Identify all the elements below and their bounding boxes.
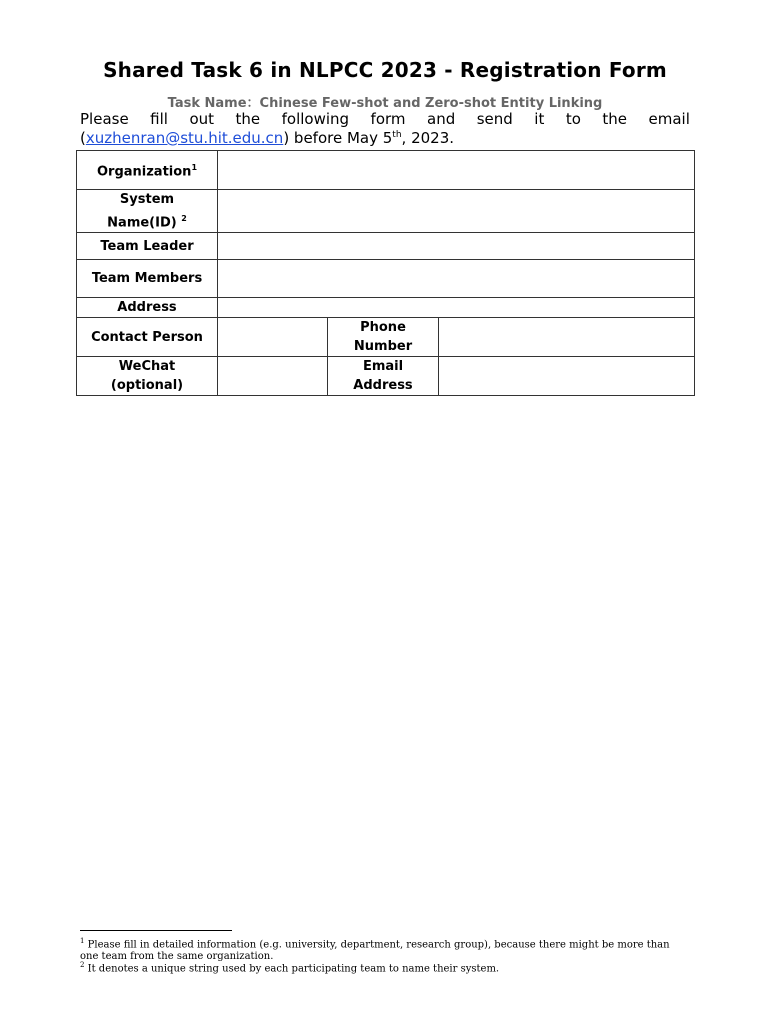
intro-word: it: [534, 110, 545, 128]
email-link[interactable]: xuzhenran@stu.hit.edu.cn: [85, 129, 284, 147]
open-paren: (: [80, 129, 86, 147]
task-name: Task Name：Chinese Few-shot and Zero-shot Entity Linking: [167, 96, 603, 111]
deadline-year: , 2023.: [401, 129, 455, 147]
organization-label: Organization$^1$: [77, 151, 218, 190]
intro-word: form: [370, 110, 406, 128]
address-field[interactable]: [218, 298, 695, 318]
footnote-2: [80, 959, 690, 975]
footnote-mark: 1: [80, 937, 85, 945]
intro-word: the: [235, 110, 261, 128]
intro-line-2: [80, 129, 454, 147]
contact-person-label: Contact Person: [77, 318, 218, 357]
intro-word: send: [476, 110, 513, 128]
intro-word: out: [189, 110, 215, 128]
organization-field[interactable]: [218, 151, 695, 190]
form-title: Shared Task 6 in NLPCC 2023 - Registration Form: [103, 58, 667, 82]
address-label: Address: [77, 298, 218, 318]
system-name-label: System Name(ID) $^2$: [77, 190, 218, 233]
team-members-label: Team Members: [77, 260, 218, 298]
intro-word: fill: [150, 110, 168, 128]
system-name-field[interactable]: [218, 190, 695, 233]
email-address-field[interactable]: [439, 357, 695, 396]
deadline-text: ) before May 5: [283, 129, 393, 147]
intro-word: the: [602, 110, 628, 128]
intro-word: following: [281, 110, 350, 128]
intro-word: email: [648, 110, 690, 128]
footnote-ref-2: 2: [181, 214, 187, 223]
team-members-field[interactable]: [218, 260, 695, 298]
footnote-ref-1: 1: [191, 163, 198, 173]
footnote-text: Please fill in detailed information (e.g. university, department, research group), because there might be more than one team from the same organization.: [80, 939, 670, 963]
wechat-label: WeChat (optional): [77, 357, 218, 396]
registration-table: [76, 150, 695, 396]
email-address-label: Email Address: [328, 357, 439, 396]
wechat-field[interactable]: [218, 357, 328, 396]
contact-person-field[interactable]: [218, 318, 328, 357]
phone-number-field[interactable]: [439, 318, 695, 357]
intro-word: and: [427, 110, 456, 128]
intro-line-1: [80, 110, 690, 128]
phone-number-label: Phone Number: [328, 318, 439, 357]
intro-word: to: [565, 110, 581, 128]
footnote-divider: [80, 930, 232, 931]
team-leader-label: Team Leader: [77, 233, 218, 260]
intro-word: Please: [80, 110, 129, 128]
footnote-text: It denotes a unique string used by each participating team to name their system.: [87, 963, 500, 975]
team-leader-field[interactable]: [218, 233, 695, 260]
date-suffix: th: [392, 130, 402, 140]
footnote-mark: 2: [80, 961, 85, 969]
